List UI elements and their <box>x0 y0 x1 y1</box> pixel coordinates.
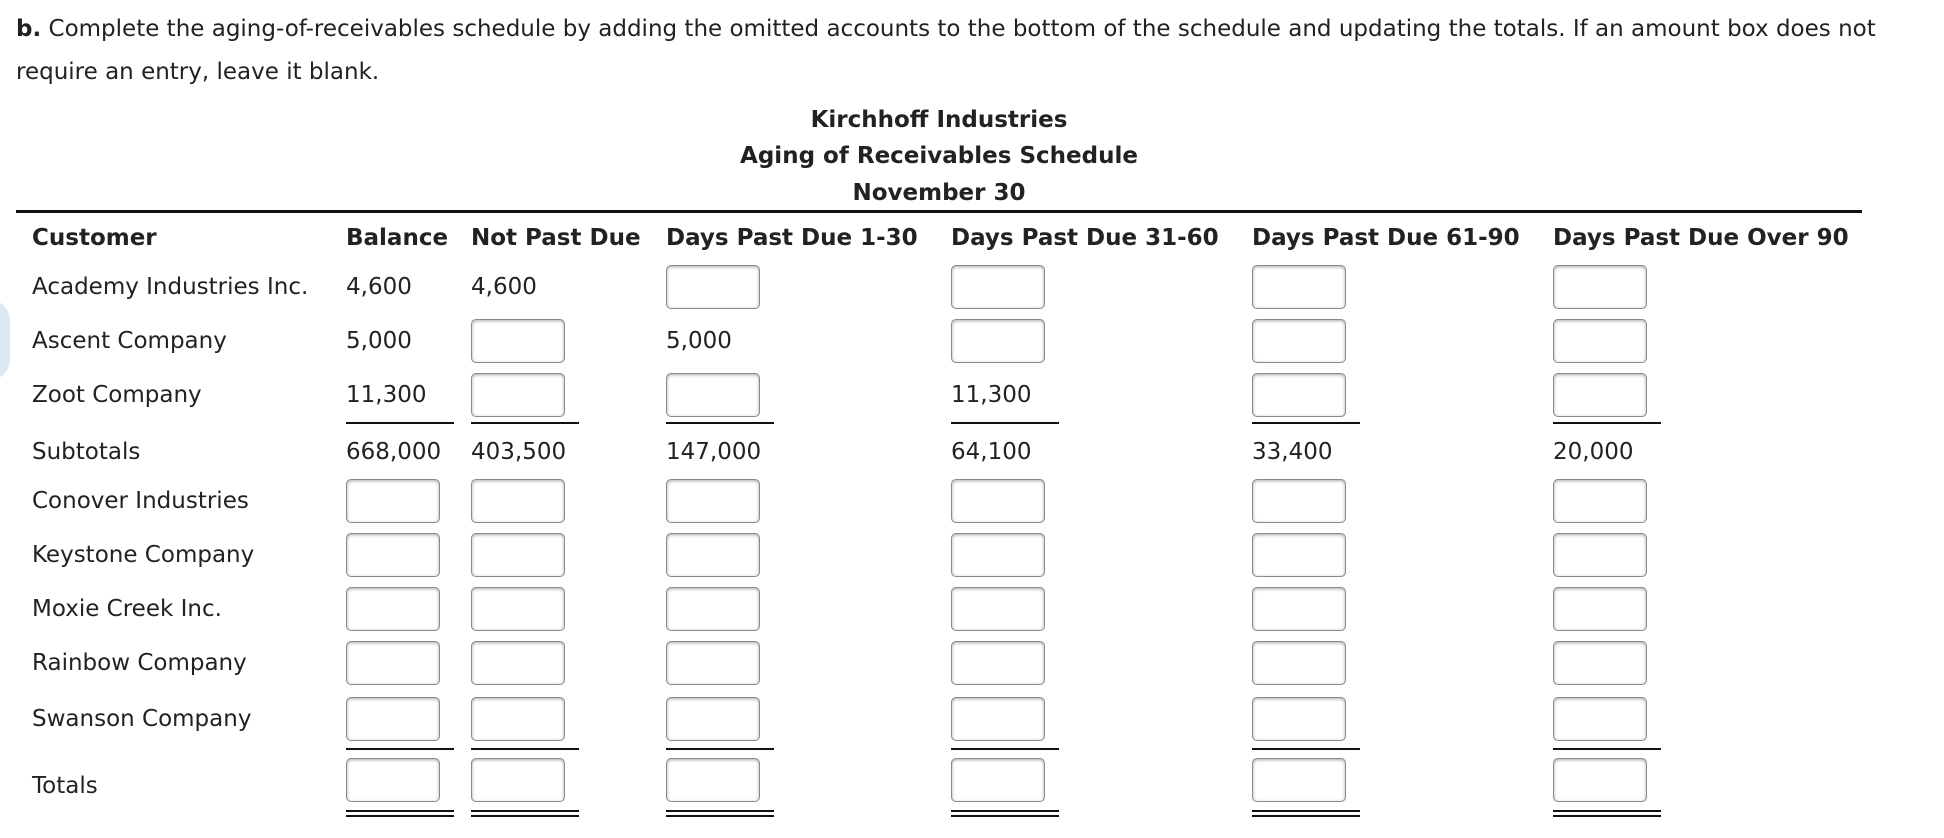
double-underline-top-balance <box>346 810 454 812</box>
amount-not-past-due: 4,600 <box>471 274 537 300</box>
amount-input-not-past-due[interactable] <box>471 533 565 577</box>
amount-balance: 4,600 <box>346 274 412 300</box>
double-underline-top-days-61-90 <box>1252 810 1360 812</box>
amount-input-days-31-60[interactable] <box>951 697 1045 741</box>
customer-name: Zoot Company <box>32 382 202 408</box>
amount-input-days-1-30[interactable] <box>666 373 760 417</box>
underline-balance <box>346 748 454 750</box>
subtotal-not-past-due: 403,500 <box>471 439 567 465</box>
double-underline-bottom-days-over-90 <box>1553 815 1661 817</box>
column-header-days-31-60: Days Past Due 31-60 <box>951 225 1219 251</box>
amount-input-days-31-60[interactable] <box>951 533 1045 577</box>
header-rule <box>16 210 1862 213</box>
amount-input-days-61-90[interactable] <box>1252 479 1346 523</box>
underline-days-61-90 <box>1252 748 1360 750</box>
amount-input-days-over-90[interactable] <box>1553 319 1647 363</box>
amount-input-days-31-60[interactable] <box>951 641 1045 685</box>
amount-balance: 11,300 <box>346 382 427 408</box>
column-header-balance: Balance <box>346 225 449 251</box>
underline-not-past-due <box>471 422 579 424</box>
amount-input-days-over-90[interactable] <box>1553 265 1647 309</box>
amount-input-days-31-60[interactable] <box>951 319 1045 363</box>
double-underline-top-days-1-30 <box>666 810 774 812</box>
subtotal-days-61-90: 33,400 <box>1252 439 1333 465</box>
amount-input-days-61-90[interactable] <box>1252 697 1346 741</box>
amount-input-not-past-due[interactable] <box>471 373 565 417</box>
amount-input-days-over-90[interactable] <box>1553 697 1647 741</box>
customer-name: Swanson Company <box>32 706 252 732</box>
amount-input-days-61-90[interactable] <box>1252 373 1346 417</box>
amount-input-days-61-90[interactable] <box>1252 641 1346 685</box>
customer-name: Academy Industries Inc. <box>32 274 309 300</box>
double-underline-bottom-days-61-90 <box>1252 815 1360 817</box>
underline-not-past-due <box>471 748 579 750</box>
customer-name: Conover Industries <box>32 488 249 514</box>
amount-input-days-61-90[interactable] <box>1252 265 1346 309</box>
column-header-days-61-90: Days Past Due 61-90 <box>1252 225 1520 251</box>
amount-input-days-over-90[interactable] <box>1553 533 1647 577</box>
column-header-not-past-due: Not Past Due <box>471 225 641 251</box>
amount-input-not-past-due[interactable] <box>471 587 565 631</box>
amount-input-days-1-30[interactable] <box>666 265 760 309</box>
total-input-days-1-30[interactable] <box>666 758 760 802</box>
subtotal-days-1-30: 147,000 <box>666 439 762 465</box>
amount-input-balance[interactable] <box>346 641 440 685</box>
customer-name: Ascent Company <box>32 328 227 354</box>
amount-input-days-31-60[interactable] <box>951 479 1045 523</box>
amount-input-days-over-90[interactable] <box>1553 641 1647 685</box>
amount-input-days-1-30[interactable] <box>666 697 760 741</box>
column-header-days-1-30: Days Past Due 1-30 <box>666 225 918 251</box>
total-input-balance[interactable] <box>346 758 440 802</box>
amount-input-not-past-due[interactable] <box>471 479 565 523</box>
amount-input-days-1-30[interactable] <box>666 533 760 577</box>
amount-input-days-over-90[interactable] <box>1553 373 1647 417</box>
double-underline-bottom-days-1-30 <box>666 815 774 817</box>
amount-input-balance[interactable] <box>346 587 440 631</box>
underline-days-1-30 <box>666 422 774 424</box>
amount-days-1-30: 5,000 <box>666 328 732 354</box>
column-header-days-over-90: Days Past Due Over 90 <box>1553 225 1849 251</box>
amount-input-days-31-60[interactable] <box>951 587 1045 631</box>
underline-days-31-60 <box>951 748 1059 750</box>
instructions-text: Complete the aging-of-receivables schedule by adding the omitted accounts to the bottom of the schedule and updating the totals. If an amount box does not require an entry, leave it blank. <box>16 16 1876 85</box>
amount-input-balance[interactable] <box>346 533 440 577</box>
amount-input-not-past-due[interactable] <box>471 319 565 363</box>
amount-input-days-over-90[interactable] <box>1553 479 1647 523</box>
underline-days-31-60 <box>951 422 1059 424</box>
amount-input-days-61-90[interactable] <box>1252 533 1346 577</box>
customer-name: Moxie Creek Inc. <box>32 596 222 622</box>
underline-days-over-90 <box>1553 422 1661 424</box>
side-hint-decoration <box>0 300 10 380</box>
double-underline-top-not-past-due <box>471 810 579 812</box>
double-underline-top-days-over-90 <box>1553 810 1661 812</box>
total-input-days-61-90[interactable] <box>1252 758 1346 802</box>
amount-input-days-31-60[interactable] <box>951 265 1045 309</box>
customer-name: Rainbow Company <box>32 650 247 676</box>
amount-input-balance[interactable] <box>346 697 440 741</box>
total-input-days-31-60[interactable] <box>951 758 1045 802</box>
instructions <box>16 8 1936 94</box>
underline-days-over-90 <box>1553 748 1661 750</box>
company-name: Kirchhoff Industries <box>810 107 1068 133</box>
double-underline-bottom-balance <box>346 815 454 817</box>
totals-label: Totals <box>32 773 98 799</box>
subtotals-label: Subtotals <box>32 439 141 465</box>
double-underline-bottom-not-past-due <box>471 815 579 817</box>
underline-days-1-30 <box>666 748 774 750</box>
amount-days-31-60: 11,300 <box>951 382 1032 408</box>
amount-input-days-over-90[interactable] <box>1553 587 1647 631</box>
amount-balance: 5,000 <box>346 328 412 354</box>
schedule-title: Aging of Receivables Schedule <box>740 143 1138 169</box>
amount-input-days-1-30[interactable] <box>666 641 760 685</box>
instructions-label: b. <box>16 16 42 42</box>
schedule-date: November 30 <box>852 180 1026 206</box>
amount-input-days-1-30[interactable] <box>666 587 760 631</box>
amount-input-not-past-due[interactable] <box>471 641 565 685</box>
amount-input-not-past-due[interactable] <box>471 697 565 741</box>
amount-input-days-61-90[interactable] <box>1252 319 1346 363</box>
double-underline-top-days-31-60 <box>951 810 1059 812</box>
total-input-days-over-90[interactable] <box>1553 758 1647 802</box>
subtotal-days-31-60: 64,100 <box>951 439 1032 465</box>
amount-input-days-61-90[interactable] <box>1252 587 1346 631</box>
underline-balance <box>346 422 454 424</box>
amount-input-balance[interactable] <box>346 479 440 523</box>
column-header-customer: Customer <box>32 225 157 251</box>
subtotal-days-over-90: 20,000 <box>1553 439 1634 465</box>
amount-input-days-1-30[interactable] <box>666 479 760 523</box>
underline-days-61-90 <box>1252 422 1360 424</box>
customer-name: Keystone Company <box>32 542 255 568</box>
total-input-not-past-due[interactable] <box>471 758 565 802</box>
subtotal-balance: 668,000 <box>346 439 442 465</box>
double-underline-bottom-days-31-60 <box>951 815 1059 817</box>
